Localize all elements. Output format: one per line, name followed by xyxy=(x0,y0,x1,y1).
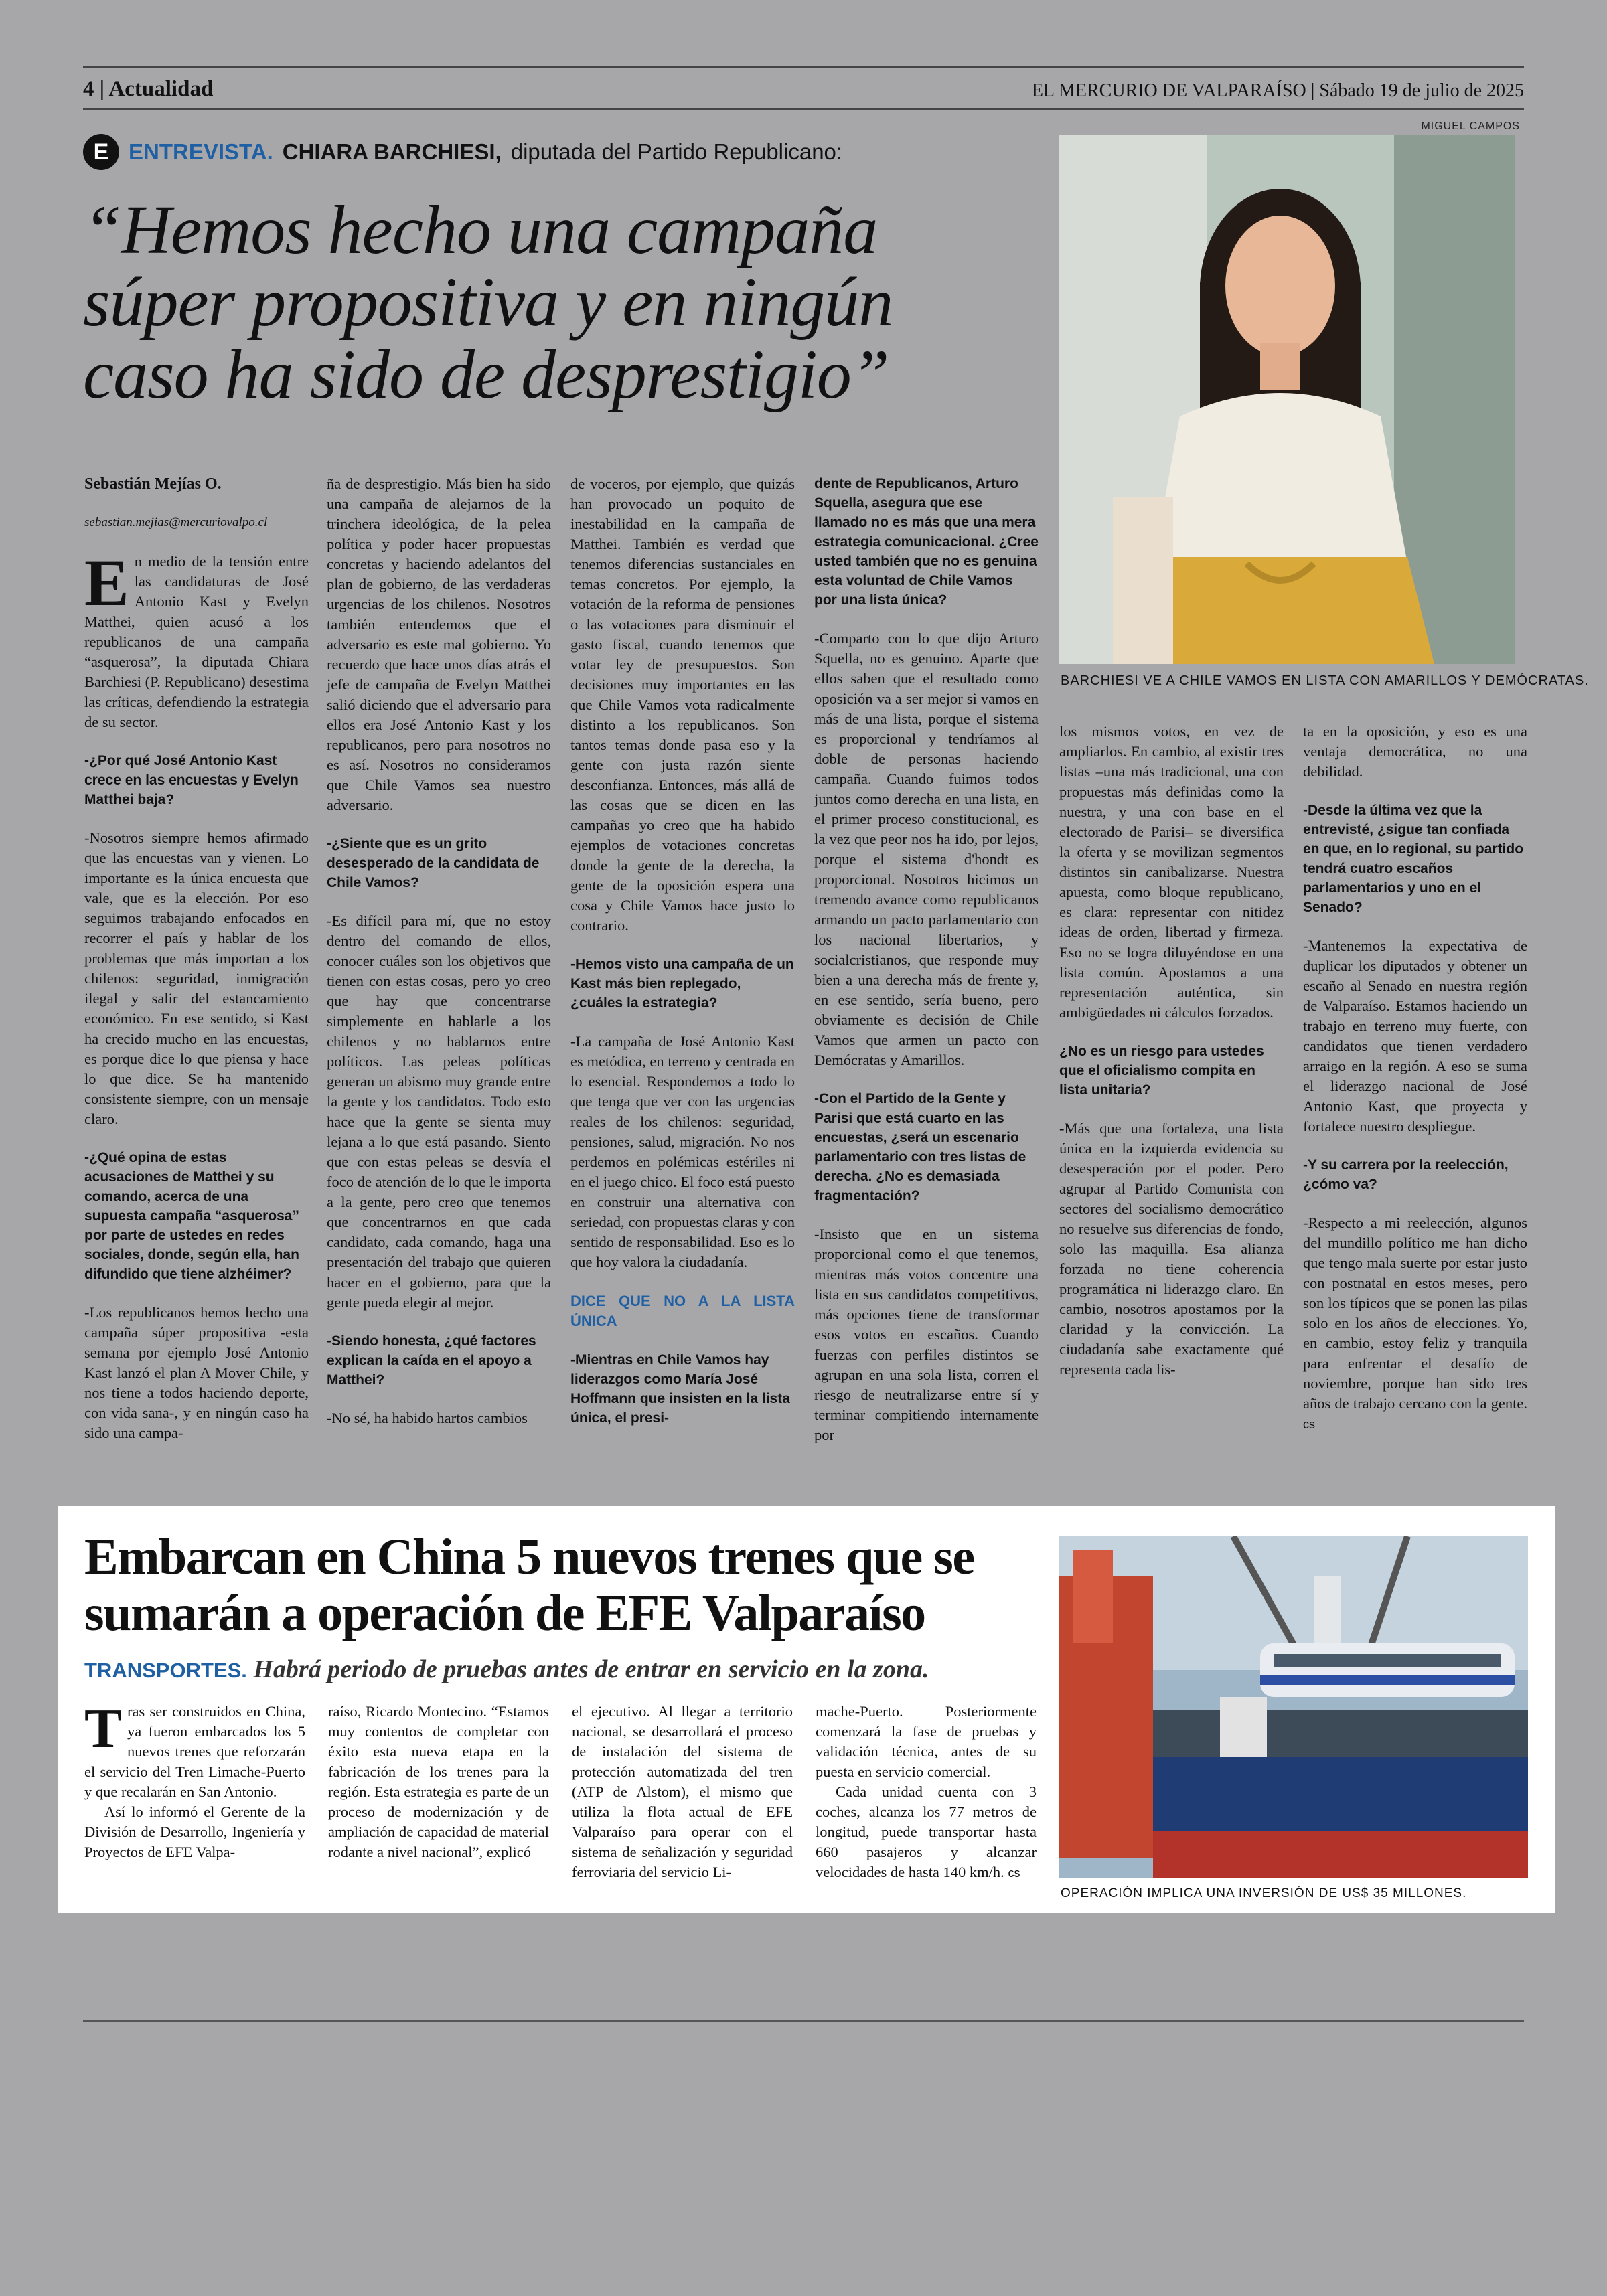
byline-email: sebastian.mejias@mercuriovalpo.cl xyxy=(84,515,268,529)
answer xyxy=(1303,1213,1527,1434)
efe-paragraph: el ejecutivo. Al llegar a territorio nacional, se desarrollará el proceso de instalación del sistema de protección automatizada del tren (ATP de Alstom), el mismo que utiliza la flota actual de EFE Valparaíso para operar con el sistema de señalización y seguridad ferroviaria del servicio Li- xyxy=(572,1703,793,1880)
efe-column-4 xyxy=(816,1702,1037,1883)
interview-subhead: DICE QUE NO A LA LISTA ÚNICA xyxy=(570,1293,795,1329)
efe-paragraph: raíso, Ricardo Montecino. “Estamos muy contentos de completar con éxito esta nueva etapa en la fabricación de los trenes para la región. Esta estrategia es parte de un proceso de modernización y de ampliación de capacidad de material rodante a nivel nacional”, explicó xyxy=(328,1703,549,1860)
question: -¿Qué opina de estas acusaciones de Matthei y su comando, acerca de una supuesta campaña “asquerosa” por parte de ustedes en redes sociales, donde, según ella, han difundido que tiene alzhéimer? xyxy=(84,1150,299,1282)
efe-paragraph xyxy=(816,1782,1037,1883)
section-label: 4 | Actualidad xyxy=(83,77,214,101)
interview-badge-icon: E xyxy=(83,134,119,170)
answer: -Más que una fortaleza, una lista única en la izquierda evidencia su desesperación por el poder. Pero agrupar al Partido Comunista con sectores del socialismo democrático no resuelve sus diferencias de fondo, solo las maquilla. Esa alianza forzada no tiene coherencia programática ni liderazgo claro. En cambio, nosotros apostamos por la claridad y la convicción. La ciudadanía sabe exactamente qué representa cada lis- xyxy=(1059,1120,1284,1378)
question: -Y su carrera por la reelección, ¿cómo va? xyxy=(1303,1157,1509,1192)
answer: -Es difícil para mí, que no estoy dentro del comando de ellos, conocer cuáles son los objetivos que tienen con estas cosas, pero yo creo que hay que concentrarse simplemente en hablarle a los chilenos y no hablarnos entre políticos. Las peleas políticas generan un abismo muy grande entre la gente y los candidatos. Todo esto hace que la gente se sienta muy lejana a lo que está pasando. Siento que con estas peleas se desvía el foco de atención de lo que le importa a la gente, pero creo que tenemos que concentrarnos en que cada candidato, cada comando, haga una presentación del trabajo que quieren hacer en el gobierno, para que la gente pueda elegir al mejor. xyxy=(327,912,551,1311)
efe-photo-caption: OPERACIÓN IMPLICA UNA INVERSIÓN DE US$ 35 MILLONES. xyxy=(1061,1886,1467,1900)
question: dente de Republicanos, Arturo Squella, asegura que ese llamado no es más que una mera estrategia comunicacional. ¿Cree usted también que no es genuina esta voluntad de Chile Vamos por una lista única? xyxy=(814,476,1039,608)
efe-column-3 xyxy=(572,1702,793,1882)
drop-cap: E xyxy=(84,546,129,620)
interview-kicker xyxy=(83,134,842,170)
question: ¿No es un riesgo para ustedes que el oficialismo compita en lista unitaria? xyxy=(1059,1044,1264,1098)
efe-column-2 xyxy=(328,1702,549,1862)
interview-headline: “Hemos hecho una campaña súper propositiva y en ningún caso ha sido de desprestigio” xyxy=(83,191,893,413)
question: -Hemos visto una campaña de un Kast más bien replegado, ¿cuáles la estrategia? xyxy=(570,957,794,1011)
answer: -La campaña de José Antonio Kast es metódica, en terreno y centrada en lo esencial. Respondemos a todo lo que tenga que ver con las urgencias reales de los chilenos: seguridad, pensiones, salud, migración. No nos perdemos en polémicas estériles ni en el juego chico. El foco está puesto en construir una alternativa con seriedad, con propuestas claras y con sentido de responsabilidad. Eso es lo que hoy valora la ciudadanía. xyxy=(570,1033,795,1270)
publication-date: EL MERCURIO DE VALPARAÍSO | Sábado 19 de julio de 2025 xyxy=(1031,80,1524,101)
efe-kicker-text: Habrá periodo de pruebas antes de entrar en servicio en la zona. xyxy=(253,1655,929,1684)
efe-text: Cada unidad cuenta con 3 coches, alcanza los 77 metros de longitud, puede transportar hasta 660 pasajeros y alcanzar velocidades de hasta 140 km/h. xyxy=(816,1783,1037,1880)
answer: -Comparto con lo que dijo Arturo Squella, no es genuino. Aparte que ellos saben que el resultado como oposición va a ser mejor si vamos en más de una lista, porque el sistema es proporcional y tendríamos al doble de personas haciendo campaña. Cuando fuimos todos juntos como derecha en una lista, en el primer proceso constitucional, es la vez que peor nos ha ido, por lejos, porque el sistema d'hondt es proporcional. Nosotros hicimos un tremendo avance como republicanos armando un pacto parlamentario con los nacional libertarios, y socialcristianos, que responde muy bien a una derecha más de frente y, en ese sentido, sería bueno, pero obviamente es decisión de Chile Vamos que armen un pacto con Demócratas y Amarillos. xyxy=(814,630,1039,1068)
efe-train-photo xyxy=(1059,1536,1528,1878)
kicker-name: CHIARA BARCHIESI, xyxy=(282,139,502,164)
efe-kicker-label: TRANSPORTES. xyxy=(84,1659,247,1682)
bottom-rule xyxy=(83,2020,1524,2022)
efe-column-1 xyxy=(84,1698,305,1862)
efe-article xyxy=(58,1506,1555,1913)
interview-column-5 xyxy=(1059,722,1284,1398)
page-header xyxy=(83,64,1524,102)
question: -Con el Partido de la Gente y Parisi que está cuarto en las encuestas, ¿será un escenario parlamentario con tres listas de derecha. ¿No es demasiada fragmentación? xyxy=(814,1091,1026,1204)
woman-portrait-image xyxy=(1059,135,1515,664)
answer: los mismos votos, en vez de ampliarlos. En cambio, al existir tres listas –una más tradicional, una con propuestas más definidas como la nuestra, y una con base en el electorado de Parisi– se diversifica la oferta y se movilizan segmentos distintos sin canibalizarse. Nuestra apuesta, como bloque republicano, es clara: representar con nitidez ideas de orden, libertad y firmeza. Eso no se logra diluyéndose en una lista común. Apostamos a una representación auténtica, sin ambigüedades ni cálculos forzados. xyxy=(1059,723,1284,1021)
answer: -Nosotros siempre hemos afirmado que las encuestas van y vienen. Lo importante es la única encuesta que vale, que es la elección. Por eso seguimos trabajando enfocados en recorrer el país y hablar de los problemas que más importan a los chilenos: seguridad, inmigración ilegal y salir del estancamiento económico. En ese sentido, si Kast ha crecido mucho en las encuestas, es porque dice lo que piensa y hace lo que dice. Se ha mantenido consistente siempre, con un mensaje claro. xyxy=(84,829,309,1127)
question: -¿Por qué José Antonio Kast crece en las encuestas y Evelyn Matthei baja? xyxy=(84,753,299,807)
efe-kicker xyxy=(84,1655,929,1684)
efe-text: ras ser construidos en China, ya fueron embarcados los 5 nuevos trenes que reforzarán el servicio del Tren Limache-Puerto y que recalarán en San Antonio. xyxy=(84,1703,305,1800)
answer: ña de desprestigio. Más bien ha sido una campaña de alejarnos de la trinchera ideológica, de la pelea política y poder hacer propuestas concretas y haciendo adelantos del plan de gobierno, de las verdaderas urgencias de los chilenos. Nosotros también entendemos que el adversario es este mal gobierno. Yo recuerdo que hace unos días atrás el jefe de campaña de Evelyn Matthei salió diciendo que el adversario para ellos era José Antonio Kast y los republicanos, pero para nosotros no es así. Nosotros no consideramos que Chile Vamos sea nuestro adversario. xyxy=(327,475,551,813)
interview-column-4 xyxy=(814,474,1039,1464)
lead-paragraph xyxy=(84,546,309,732)
header-bottom-rule xyxy=(83,108,1524,110)
kicker-role: diputada del Partido Republicano: xyxy=(510,139,843,164)
interview-photo xyxy=(1059,135,1515,664)
interview-photo-caption: BARCHIESI VE A CHILE VAMOS EN LISTA CON AMARILLOS Y DEMÓCRATAS. xyxy=(1061,673,1589,688)
efe-paragraph: Así lo informó el Gerente de la División de Desarrollo, Ingeniería y Proyectos de EFE Valpa- xyxy=(84,1803,305,1860)
answer: -Mantenemos la expectativa de duplicar los diputados y obtener un escaño al Senado en nuestra región de Valparaíso. Estamos haciendo un trabajo en terreno muy fuerte, con candidatos que tienen verdadero arraigo en la región. A eso se suma el liderazgo nacional de José Antonio Kast, que proyecta y fortalece nuestro despliegue. xyxy=(1303,937,1527,1135)
kicker-label: ENTREVISTA. xyxy=(129,139,273,164)
efe-paragraph: mache-Puerto. Posteriormente comenzará la fase de pruebas y validación técnica, antes de su puesta en servicio comercial. xyxy=(816,1703,1037,1780)
question: -Desde la última vez que la entrevisté, ¿sigue tan confiada en que, en lo regional, su partido tendrá cuatro escaños parlamentarios y uno en el Senado? xyxy=(1303,803,1524,915)
question: -Mientras en Chile Vamos hay liderazgos como María José Hoffmann que insisten en la lista única, el presi- xyxy=(570,1352,790,1426)
train-crane-image xyxy=(1059,1536,1528,1878)
efe-headline: Embarcan en China 5 nuevos trenes que se sumarán a operación de EFE Valparaíso xyxy=(84,1529,974,1641)
answer: -No sé, ha habido hartos cambios xyxy=(327,1410,528,1426)
answer: de voceros, por ejemplo, que quizás han provocado un poquito de inestabilidad en la campaña de Matthei. También es verdad que tenemos diferencias sustanciales en temas concretos. Por ejemplo, la votación de la reforma de pensiones o las votaciones para disminuir el gasto fiscal, cuando tenemos que votar ley de presupuestos. Son decisiones muy importantes en las que Chile Vamos vota radicalmente distinto a los republicanos. Son tantos temas donde pasa eso y la gente con justa razón siente desconfianza. Entonces, más allá de las cosas que se dicen en las campañas yo creo que ha habido ejemplos de votaciones concretas donde la gente de la derecha, la gente de la oposición espera una cosa y Chile Vamos hace justo lo contrario. xyxy=(570,475,795,934)
end-mark-icon: cs xyxy=(1303,1418,1315,1431)
photo-credit: MIGUEL CAMPOS xyxy=(1421,120,1520,132)
efe-paragraph xyxy=(84,1698,305,1802)
question: -¿Siente que es un grito desesperado de la candidata de Chile Vamos? xyxy=(327,836,540,890)
lead-text: n medio de la tensión entre las candidaturas de José Antonio Kast y Evelyn Matthei, quien acusó a los republicanos de una campaña “asquerosa”, la diputada Chiara Barchiesi (P. Republicano) desestima las críticas, defendiendo la estrategia de su sector. xyxy=(84,553,309,730)
interview-column-2 xyxy=(327,474,551,1447)
answer: -Insisto que en un sistema proporcional como el que tenemos, mientras más votos concentre una lista en sus candidatos competitivos, más opciones tiene de transformar esos votos en escaños. Cuando fuerzas con perfiles distintos se agrupan en una sola lista, corren el riesgo de neutralizarse entre sí y terminar compitiendo internamente por xyxy=(814,1226,1039,1443)
answer: -Los republicanos hemos hecho una campaña súper propositiva -esta semana por ejemplo José Antonio Kast lanzó el plan A Mover Chile, y nos tiene a todos haciendo deporte, con vida sana-, y en ningún caso ha sido una campa- xyxy=(84,1304,309,1441)
end-mark-icon: cs xyxy=(1008,1866,1020,1880)
answer: ta en la oposición, y eso es una ventaja democrática, no una debilidad. xyxy=(1303,723,1527,780)
byline-author: Sebastián Mejías O. xyxy=(84,475,222,493)
answer-text: -Respecto a mi reelección, algunos del mundillo político me han dicho que tengo mala suerte por estar justo con postnatal en estos meses, pero son los típicos que se ponen las pilas solo en los años de elecciones. Yo, en cambio, estoy feliz y tranquila para enfrentar el desafío de noviembre, porque han sido tres años de trabajo cercano con la gente. xyxy=(1303,1214,1527,1412)
drop-cap: T xyxy=(84,1698,123,1760)
interview-column-1 xyxy=(84,474,309,1462)
interview-column-6 xyxy=(1303,722,1527,1453)
interview-column-3 xyxy=(570,474,795,1447)
question: -Siendo honesta, ¿qué factores explican la caída en el apoyo a Matthei? xyxy=(327,1333,536,1388)
